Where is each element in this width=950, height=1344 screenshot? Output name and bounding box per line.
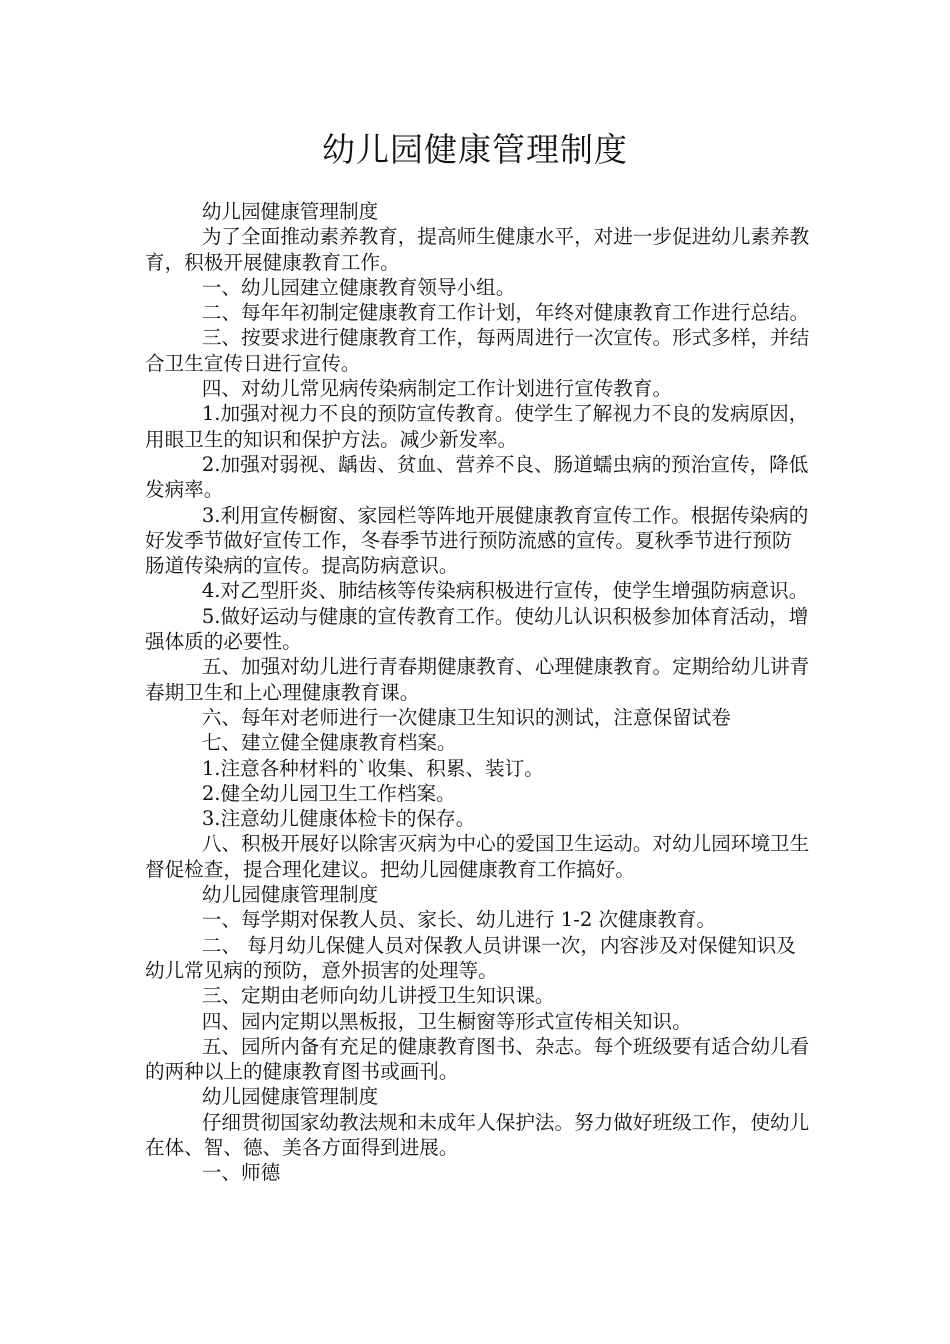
paragraph: 4.对乙型肝炎、肺结核等传染病积极进行宣传，使学生增强防病意识。 — [201, 579, 809, 603]
paragraph: 五、加强对幼儿进行青春期健康教育、心理健康教育。定期给幼儿讲青春期卫生和上心理健康教育课。 — [145, 655, 810, 704]
paragraph: 七、建立健全健康教育档案。 — [201, 731, 457, 755]
paragraph: 八、积极开展好以除害灭病为中心的爱国卫生运动。对幼儿园环境卫生督促检查，提合理化建议。把幼儿园健康教育工作搞好。 — [145, 832, 810, 881]
paragraph: 仔细贯彻国家幼教法规和未成年人保护法。努力做好班级工作，使幼儿在体、智、德、美各方面得到进展。 — [145, 1110, 810, 1159]
paragraph: 四、对幼儿常见病传染病制定工作计划进行宣传教育。 — [201, 377, 673, 401]
paragraph: 一、幼儿园建立健康教育领导小组。 — [201, 275, 516, 299]
paragraph: 二、 每月幼儿保健人员对保教人员讲课一次，内容涉及对保健知识及幼儿常见病的预防，意外损害的处理等。 — [145, 933, 796, 982]
paragraph: 为了全面推动素养教育，提高师生健康水平，对进一步促进幼儿素养教育，积极开展健康教育工作。 — [145, 225, 810, 274]
paragraph: 幼儿园健康管理制度 — [201, 200, 379, 223]
paragraph: 5.做好运动与健康的宣传教育工作。使幼儿认识积极参加体育活动，增强体质的必要性。 — [145, 604, 809, 654]
paragraph: 一、每学期对保教人员、家长、幼儿进行 1-2 次健康教育。 — [201, 908, 717, 932]
paragraph: 三、按要求进行健康教育工作，每两周进行一次宣传。形式多样，并结合卫生宣传日进行宣传。 — [145, 326, 810, 375]
document-title: 幼儿园健康管理制度 — [322, 130, 628, 169]
paragraph: 一、师德 — [201, 1161, 281, 1185]
paragraph: 二、每年年初制定健康教育工作计划，年终对健康教育工作进行总结。 — [201, 301, 810, 325]
paragraph: 四、园内定期以黑板报，卫生橱窗等形式宣传相关知识。 — [201, 1009, 692, 1033]
paragraph: 2.加强对弱视、龋齿、贫血、营养不良、肠道蠕虫病的预治宣传，降低发病率。 — [145, 452, 809, 502]
paragraph: 幼儿园健康管理制度 — [201, 1085, 379, 1109]
paragraph: 1.加强对视力不良的预防宣传教育。使学生了解视力不良的发病原因，用眼卫生的知识和保护方法。减少新发率。 — [145, 402, 809, 451]
paragraph: 1.注意各种材料的`收集、积累、装订。 — [201, 756, 544, 780]
paragraph: 2.健全幼儿园卫生工作档案。 — [201, 781, 456, 805]
document-body — [145, 199, 810, 1186]
paragraph: 三、定期由老师向幼儿讲授卫生知识课。 — [201, 984, 555, 1008]
paragraph: 3.注意幼儿健康体检卡的保存。 — [201, 807, 476, 831]
paragraph: 五、园所内备有充足的健康教育图书、杂志。每个班级要有适合幼儿看的两种以上的健康教育图书或画刊。 — [145, 1034, 810, 1084]
paragraph: 六、每年对老师进行一次健康卫生知识的测试，注意保留试卷 — [201, 705, 731, 729]
paragraph: 3.利用宣传橱窗、家园栏等阵地开展健康教育宣传工作。根据传染病的好发季节做好宣传工作，冬春季节进行预防流感的宣传。夏秋季节进行预防肠道传染病的宣传。提高防病意识。 — [145, 503, 809, 578]
paragraph: 幼儿园健康管理制度 — [201, 883, 379, 907]
